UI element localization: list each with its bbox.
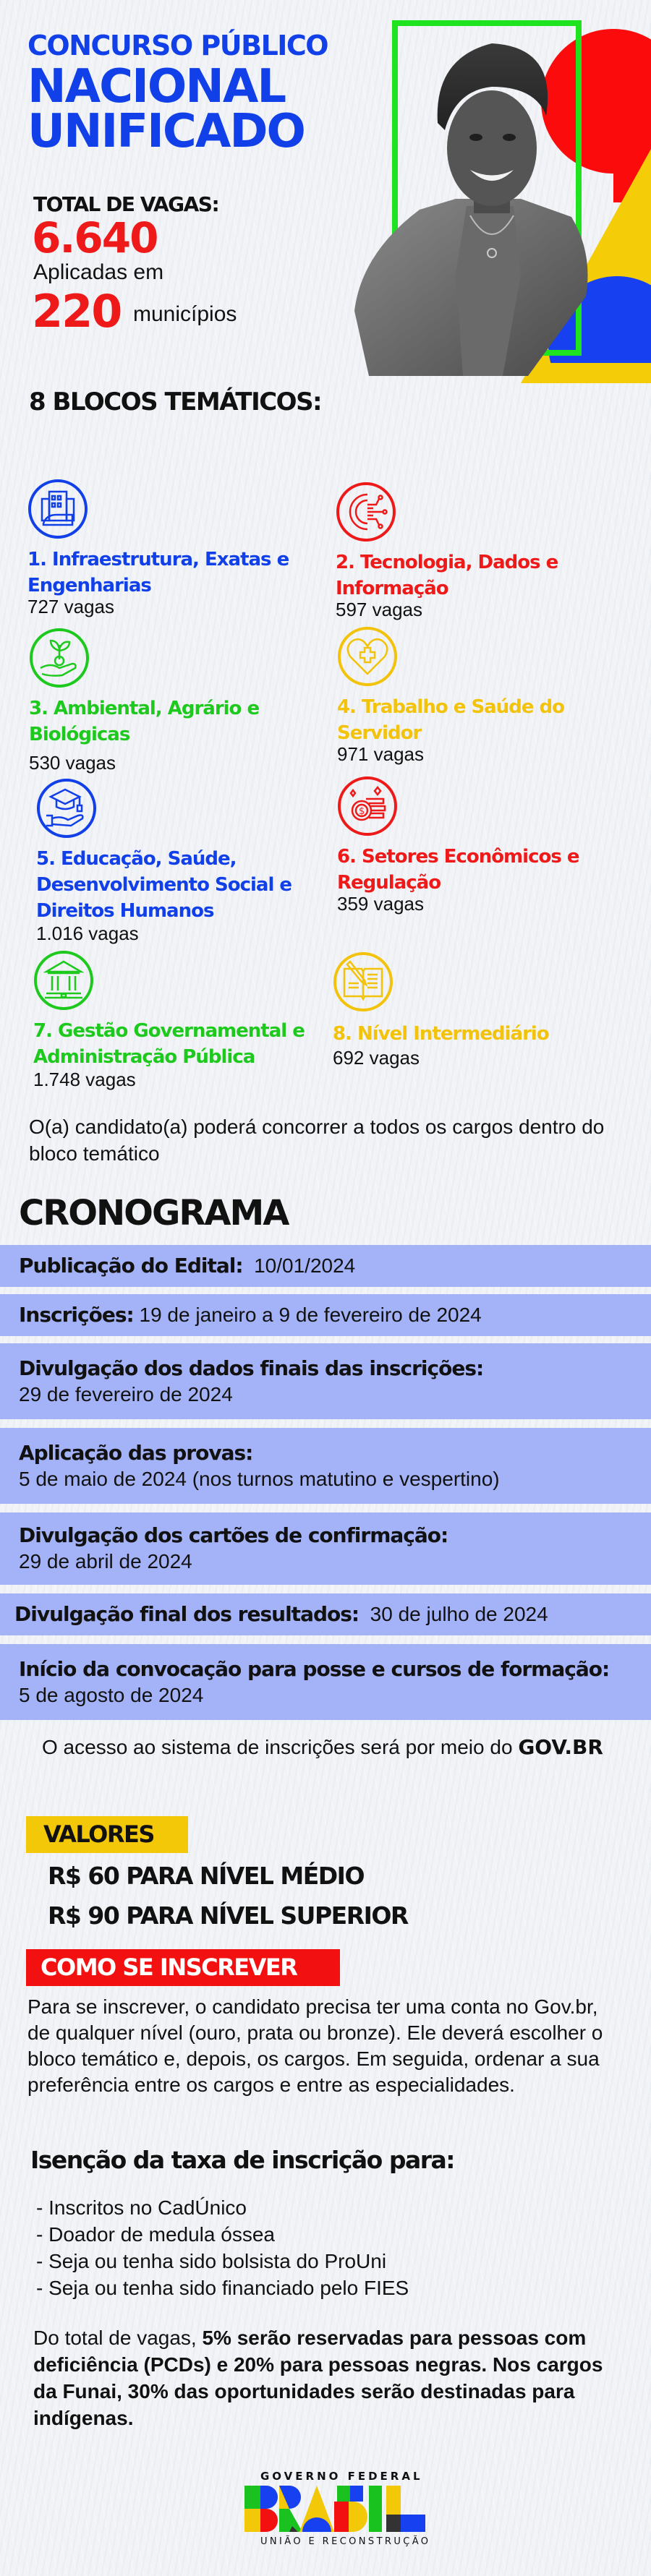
buildings-icon xyxy=(27,479,88,539)
reserva-bold: 5% serão reservadas para pessoas com deficiência (PCDs) e 20% para pessoas negras. Nos cargos da Funai, 30% das oportunidades serão destinadas para indígenas. xyxy=(33,2327,603,2429)
government-building-icon xyxy=(33,950,94,1011)
cronograma-label: Inscrições: xyxy=(19,1303,134,1327)
block-title: 5. Educação, Saúde, Desenvolvimento Social e Direitos Humanos xyxy=(36,848,292,922)
cronograma-value: 30 de julho de 2024 xyxy=(370,1603,548,1625)
block-vagas: 1.748 vagas xyxy=(33,1069,136,1090)
block-vagas: 597 vagas xyxy=(336,599,422,620)
gear-circuit-icon xyxy=(336,482,396,542)
isencao-item: - Seja ou tenha sido financiado pelo FIES xyxy=(36,2277,409,2299)
municipalities-label: municípios xyxy=(133,302,237,326)
block-item-4 xyxy=(337,626,626,765)
block-vagas: 1.016 vagas xyxy=(36,923,139,944)
applied-label: Aplicadas em xyxy=(33,260,164,284)
isencao-item: - Seja ou tenha sido bolsista do ProUni xyxy=(36,2250,387,2272)
cronograma-item-1 xyxy=(0,1245,651,1287)
block-item-2 xyxy=(336,482,625,620)
cronograma-label: Aplicação das provas: xyxy=(19,1440,253,1465)
total-vagas-value: 6.640 xyxy=(32,213,158,262)
municipalities-count: 220 xyxy=(32,285,122,338)
cronograma-value: 5 de agosto de 2024 xyxy=(19,1683,204,1706)
block-vagas: 971 vagas xyxy=(337,743,424,765)
access-text: O acesso ao sistema de inscrições será por meio do xyxy=(42,1736,513,1758)
block-item-7 xyxy=(33,950,323,1090)
cronograma-item-4 xyxy=(0,1428,651,1504)
blocks-title: 8 BLOCOS TEMÁTICOS: xyxy=(29,388,322,416)
cronograma-item-3 xyxy=(0,1343,651,1419)
block-item-3 xyxy=(29,628,318,774)
block-title: 2. Tecnologia, Dados e Informação xyxy=(336,552,558,599)
access-note xyxy=(42,1734,621,1761)
inscrever-label: COMO SE INSCREVER xyxy=(41,1954,297,1981)
cronograma-label: Publicação do Edital: xyxy=(19,1254,243,1278)
logo-bottom-text: UNIÃO E RECONSTRUÇÃO xyxy=(260,2536,431,2547)
block-title: 6. Setores Econômicos e Regulação xyxy=(337,846,579,894)
plant-hand-icon xyxy=(29,628,90,688)
title-line-2: NACIONAL xyxy=(27,60,286,114)
graduation-hand-icon xyxy=(36,778,97,839)
block-title: 3. Ambiental, Agrário e Biológicas xyxy=(29,698,260,745)
cronograma-value: 19 de janeiro a 9 de fevereiro de 2024 xyxy=(139,1304,482,1326)
block-vagas: 692 vagas xyxy=(333,1047,420,1069)
block-vagas: 727 vagas xyxy=(27,596,114,617)
cronograma-label: Divulgação dos cartões de confirmação: xyxy=(19,1523,448,1547)
cronograma-value: 29 de fevereiro de 2024 xyxy=(19,1382,233,1405)
block-item-8 xyxy=(333,951,622,1069)
brasil-logo xyxy=(244,2486,425,2532)
block-title: 7. Gestão Governamental e Administração Pública xyxy=(33,1020,305,1068)
cronograma-label: Divulgação dos dados finais das inscrições: xyxy=(19,1356,484,1380)
block-title: 4. Trabalho e Saúde do Servidor xyxy=(337,696,564,744)
price-superior: R$ 90 PARA NÍVEL SUPERIOR xyxy=(48,1901,408,1930)
block-item-1 xyxy=(27,479,317,617)
block-vagas: 530 vagas xyxy=(29,752,116,774)
valores-label: VALORES xyxy=(43,1820,154,1848)
person-photo xyxy=(340,36,615,376)
cronograma-item-7 xyxy=(0,1644,651,1720)
cronograma-value: 10/01/2024 xyxy=(254,1254,356,1277)
isencao-item: - Doador de medula óssea xyxy=(36,2223,275,2246)
heart-cross-icon xyxy=(337,626,398,687)
isencao-item: - Inscritos no CadÚnico xyxy=(36,2196,247,2219)
reserva-text xyxy=(33,2324,612,2431)
total-vagas-label: TOTAL DE VAGAS: xyxy=(33,192,219,216)
cronograma-item-2 xyxy=(0,1294,651,1336)
isencao-title: Isenção da taxa de inscrição para: xyxy=(30,2146,454,2174)
title-line-3: UNIFICADO xyxy=(27,105,305,158)
govbr-highlight: GOV.BR xyxy=(518,1735,603,1759)
inscricao-text: Para se inscrever, o candidato precisa ter uma conta no Gov.br, de qualquer nível (ouro, prata ou bronze). Ele deverá escolher o bloco temático e, depois, os cargos. Em seguida, ordenar a sua preferência entre os cargos e entre as especialidades. xyxy=(27,1995,603,2096)
block-title: 8. Nível Intermediário xyxy=(333,1023,549,1045)
blocks-note: O(a) candidato(a) poderá concorrer a todos os cargos dentro do bloco temático xyxy=(29,1116,605,1165)
cronograma-title: CRONOGRAMA xyxy=(19,1193,289,1233)
price-medio: R$ 60 PARA NÍVEL MÉDIO xyxy=(48,1862,365,1890)
title-line-1: CONCURSO PÚBLICO xyxy=(27,30,328,61)
coins-icon xyxy=(337,776,398,836)
cronograma-item-6 xyxy=(0,1593,651,1635)
cronograma-item-5 xyxy=(0,1512,651,1585)
cronograma-value: 29 de abril de 2024 xyxy=(19,1550,192,1572)
block-item-6 xyxy=(337,776,626,915)
block-item-5 xyxy=(36,778,326,944)
logo-top-text: GOVERNO FEDERAL xyxy=(260,2470,423,2483)
reserva-intro: Do total de vagas, xyxy=(33,2327,197,2349)
isencao-list xyxy=(36,2194,409,2301)
cronograma-label: Divulgação final dos resultados: xyxy=(14,1602,359,1626)
block-title: 1. Infraestrutura, Exatas e Engenharias xyxy=(27,549,289,596)
svg-text:$: $ xyxy=(359,806,365,817)
block-vagas: 359 vagas xyxy=(337,893,424,915)
book-pencil-icon xyxy=(333,951,393,1012)
cronograma-value: 5 de maio de 2024 (nos turnos matutino e vespertino) xyxy=(19,1467,500,1490)
cronograma-label: Início da convocação para posse e cursos de formação: xyxy=(19,1656,610,1681)
